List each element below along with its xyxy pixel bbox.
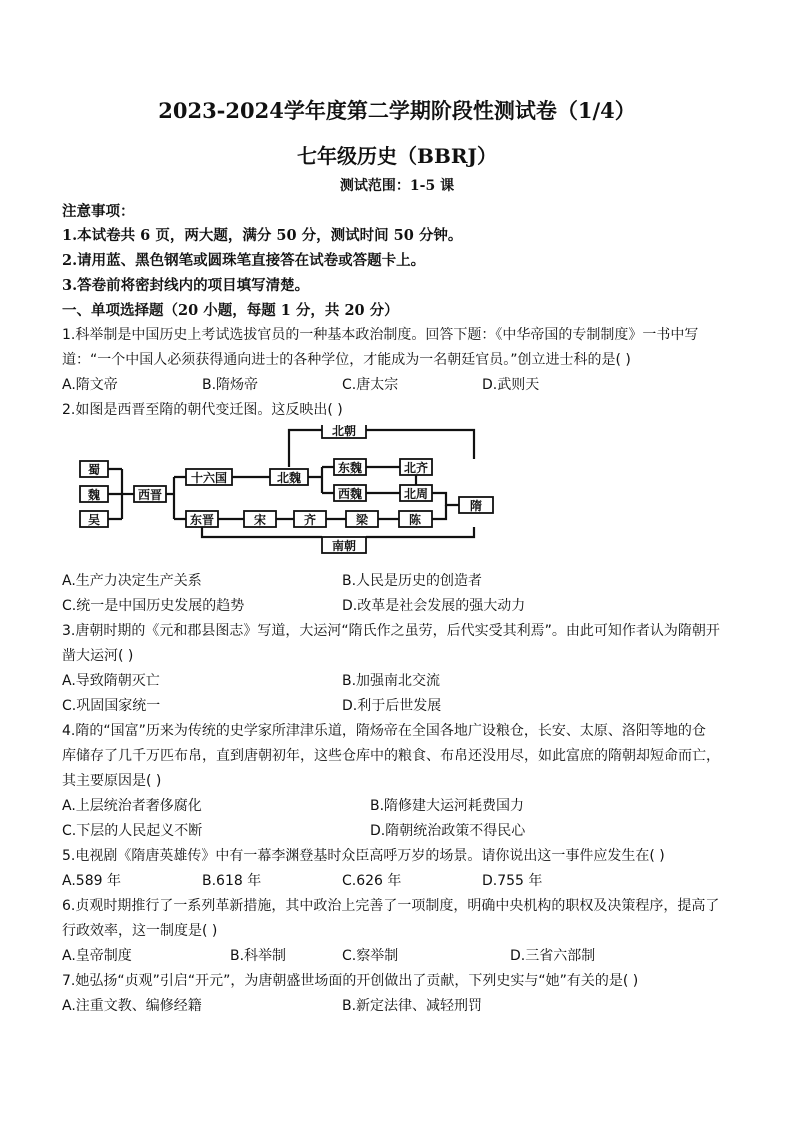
diagram-label-shiliuguo: 十六国 xyxy=(190,471,228,485)
question-3-option-b[interactable]: B.加强南北交流 xyxy=(342,673,441,689)
diagram-connector xyxy=(166,477,186,519)
question-1-option-c[interactable]: C.唐太宗 xyxy=(342,377,399,393)
question-4-text: 库储存了几千万匹布帛，直到唐朝初年，这些仓库中的粮食、布帛还没用尽，如此富庶的隋朝却短命而亡， xyxy=(62,748,720,764)
diagram-label-qi: 齐 xyxy=(303,513,317,527)
question-6-option-b[interactable]: B.科举制 xyxy=(230,948,287,964)
section-heading: 一、单项选择题（20 小题，每题 1 分，共 20 分） xyxy=(62,302,399,319)
question-7-option-b[interactable]: B.新定法律、减轻刑罚 xyxy=(342,998,483,1014)
diagram-label-beiwei: 北魏 xyxy=(276,471,302,485)
diagram-connector xyxy=(289,430,474,467)
question-1-text: 1.科举制是中国历史上考试选拔官员的一种基本政治制度。回答下题：《中华帝国的专制制度》一书中写 xyxy=(62,327,699,343)
diagram-label-dongwei: 东魏 xyxy=(337,461,363,475)
question-3-text: 凿大运河( ) xyxy=(62,648,134,664)
question-5-text: 5.电视剧《隋唐英雄传》中有一幕李渊登基时众臣高呼万岁的场景。请你说出这一事件应发生在( ) xyxy=(62,848,665,864)
diagram-label-nanchao: 南朝 xyxy=(331,539,357,553)
diagram-label-song: 宋 xyxy=(253,513,267,527)
diagram-connector xyxy=(202,527,474,537)
exam-subtitle: 七年级历史（BBRJ） xyxy=(297,144,497,168)
notice-item: 3.答卷前将密封线内的项目填写清楚。 xyxy=(62,277,310,294)
question-5-option-a[interactable]: A.589 年 xyxy=(62,873,121,889)
diagram-label-wei: 魏 xyxy=(87,488,101,502)
diagram-label-shu: 蜀 xyxy=(87,463,101,477)
question-4-option-c[interactable]: C.下层的人民起义不断 xyxy=(62,823,203,839)
diagram-label-dongjin: 东晋 xyxy=(189,513,215,527)
question-3-option-a[interactable]: A.导致隋朝灭亡 xyxy=(62,673,160,689)
diagram-connector xyxy=(432,505,446,519)
question-4-option-b[interactable]: B.隋修建大运河耗费国力 xyxy=(370,798,525,814)
dynasty-diagram xyxy=(74,425,504,563)
question-5-option-c[interactable]: C.626 年 xyxy=(342,873,402,889)
diagram-label-beizhou: 北周 xyxy=(403,487,429,501)
diagram-label-xiwei: 西魏 xyxy=(337,487,363,501)
question-1-option-a[interactable]: A.隋文帝 xyxy=(62,377,118,393)
question-6-text: 行政效率，这一制度是( ) xyxy=(62,923,218,939)
notice-item: 1.本试卷共 6 页，两大题，满分 50 分，测试时间 50 分钟。 xyxy=(62,227,463,244)
question-4-option-a[interactable]: A.上层统治者奢侈腐化 xyxy=(62,798,202,814)
diagram-label-chen: 陈 xyxy=(408,513,422,527)
question-2-option-a[interactable]: A.生产力决定生产关系 xyxy=(62,573,202,589)
question-2-text: 2.如图是西晋至隋的朝代变迁图。这反映出( ) xyxy=(62,402,343,418)
question-2-option-c[interactable]: C.统一是中国历史发展的趋势 xyxy=(62,598,245,614)
question-3-option-d[interactable]: D.利于后世发展 xyxy=(342,698,442,714)
diagram-connector xyxy=(108,469,122,519)
question-3-text: 3.唐朝时期的《元和郡县图志》写道，大运河“隋氏作之虽劳，后代实受其利焉”。由此可知作者认为隋朝开 xyxy=(62,623,720,639)
diagram-label-beichao: 北朝 xyxy=(331,425,357,438)
question-4-text: 4.隋的“国富”历来为传统的史学家所津津乐道，隋炀帝在全国各地广设粮仓，长安、太原、洛阳等地的仓 xyxy=(62,723,706,739)
notice-heading: 注意事项： xyxy=(62,203,135,220)
question-2-option-b[interactable]: B.人民是历史的创造者 xyxy=(342,573,483,589)
question-6-text: 6.贞观时期推行了一系列革新措施，其中政治上完善了一项制度，明确中央机构的职权及决策程序，提高了 xyxy=(62,898,720,914)
diagram-label-wu: 吴 xyxy=(87,513,101,527)
diagram-connector xyxy=(308,467,334,493)
question-7-text: 7.她弘扬“贞观”引启“开元”，为唐朝盛世场面的开创做出了贡献，下列史实与“她”有关的是( ) xyxy=(62,973,639,989)
question-4-option-d[interactable]: D.隋朝统治政策不得民心 xyxy=(370,823,526,839)
notice-item: 2.请用蓝、黑色钢笔或圆珠笔直接答在试卷或答题卡上。 xyxy=(62,252,426,269)
diagram-label-xijin: 西晋 xyxy=(137,488,163,502)
diagram-connector xyxy=(432,493,459,505)
question-3-option-c[interactable]: C.巩固国家统一 xyxy=(62,698,161,714)
diagram-label-sui: 隋 xyxy=(469,499,483,513)
diagram-label-liang: 梁 xyxy=(355,513,369,527)
question-5-option-b[interactable]: B.618 年 xyxy=(202,873,262,889)
question-6-option-d[interactable]: D.三省六部制 xyxy=(510,948,596,964)
question-1-text: 道：“一个中国人必须获得通向进士的各种学位，才能成为一名朝廷官员。”创立进士科的是( ) xyxy=(62,352,631,368)
question-7-option-a[interactable]: A.注重文教、编修经籍 xyxy=(62,998,202,1014)
question-4-text: 其主要原因是( ) xyxy=(62,773,162,789)
question-1-option-b[interactable]: B.隋炀帝 xyxy=(202,377,259,393)
exam-title: 2023-2024学年度第二学期阶段性测试卷（1/4） xyxy=(158,98,636,123)
question-6-option-c[interactable]: C.察举制 xyxy=(342,948,399,964)
question-1-option-d[interactable]: D.武则天 xyxy=(482,377,540,393)
diagram-label-beiqi: 北齐 xyxy=(403,461,429,475)
exam-scope: 测试范围：1-5 课 xyxy=(339,178,455,194)
question-2-option-d[interactable]: D.改革是社会发展的强大动力 xyxy=(342,598,526,614)
question-5-option-d[interactable]: D.755 年 xyxy=(482,873,543,889)
question-6-option-a[interactable]: A.皇帝制度 xyxy=(62,948,132,964)
